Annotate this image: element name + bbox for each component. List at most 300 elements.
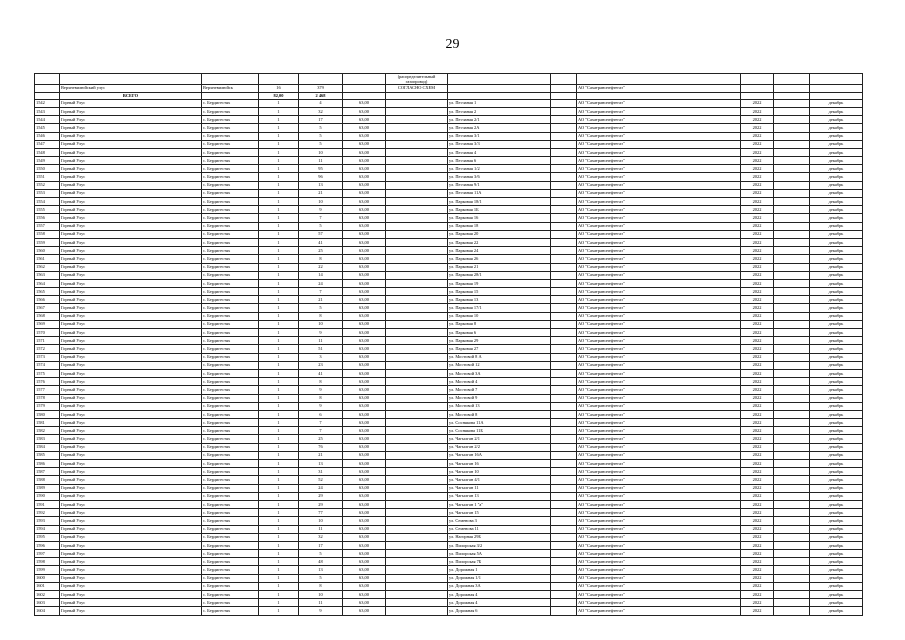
empty-cell	[551, 107, 577, 115]
empty-cell	[774, 116, 810, 124]
district-cell: Горный Улус	[60, 157, 202, 165]
address-cell: ул. Чагылган 16	[448, 460, 551, 468]
address-cell: ул. Соснякова 11Б	[448, 427, 551, 435]
district-cell: Горный Улус	[60, 509, 202, 517]
empty-cell	[551, 353, 577, 361]
empty-cell	[386, 582, 448, 590]
organization-cell: АО "Сахатранснефтегаз"	[577, 435, 741, 443]
empty-cell	[551, 337, 577, 345]
count-cell: 1	[259, 271, 299, 279]
length-cell: 7	[299, 288, 343, 296]
table-row	[35, 443, 863, 451]
count-cell: 1	[259, 460, 299, 468]
count-cell: 1	[259, 419, 299, 427]
empty-cell	[386, 337, 448, 345]
empty-cell	[386, 345, 448, 353]
year-cell: 2022	[741, 148, 774, 156]
empty-cell	[386, 378, 448, 386]
district-cell: Горный Улус	[60, 435, 202, 443]
diameter-cell: 63,00	[343, 206, 386, 214]
district-cell: Горный Улус	[60, 574, 202, 582]
empty-cell	[386, 132, 448, 140]
empty-cell	[774, 410, 810, 418]
year-cell: 2022	[741, 271, 774, 279]
empty-cell	[774, 492, 810, 500]
village-cell: с. Бердигестях	[202, 582, 259, 590]
month-cell: декабрь	[810, 591, 863, 599]
address-cell: ул. Мостовой 7	[448, 386, 551, 394]
month-cell: декабрь	[810, 132, 863, 140]
empty-cell	[774, 296, 810, 304]
month-cell: декабрь	[810, 410, 863, 418]
count-cell: 1	[259, 378, 299, 386]
diameter-cell: 63,00	[343, 238, 386, 246]
row-number-cell: 1590	[35, 492, 60, 500]
length-cell: 11	[299, 157, 343, 165]
empty-cell	[386, 238, 448, 246]
empty-cell	[774, 181, 810, 189]
table-row	[35, 99, 863, 107]
row-number-cell: 1602	[35, 591, 60, 599]
empty-cell	[551, 132, 577, 140]
organization-cell: АО "Сахатранснефтегаз"	[577, 591, 741, 599]
empty-cell	[551, 574, 577, 582]
row-number-cell: 1581	[35, 419, 60, 427]
village-cell: с. Бердигестях	[202, 500, 259, 508]
length-cell: 24	[299, 279, 343, 287]
district-cell: Горный Улус	[60, 369, 202, 377]
village-cell: с. Бердигестях	[202, 230, 259, 238]
district-cell: Горный Улус	[60, 124, 202, 132]
row-number-cell: 1554	[35, 198, 60, 206]
count-cell: 1	[259, 288, 299, 296]
diameter-cell: 63,00	[343, 591, 386, 599]
diameter-cell: 63,00	[343, 157, 386, 165]
empty-cell	[386, 410, 448, 418]
empty-cell	[386, 591, 448, 599]
year-cell: 2022	[741, 255, 774, 263]
organization-cell: АО "Сахатранснефтегаз"	[577, 288, 741, 296]
district-cell: Горный Улус	[60, 263, 202, 271]
diameter-cell: 63,00	[343, 451, 386, 459]
empty-cell	[551, 148, 577, 156]
year-cell: 2022	[741, 304, 774, 312]
village-cell: с. Бердигестях	[202, 304, 259, 312]
year-cell: 2022	[741, 320, 774, 328]
empty-cell	[551, 279, 577, 287]
table-row	[35, 148, 863, 156]
village-cell: с. Бердигестях	[202, 378, 259, 386]
month-cell: декабрь	[810, 484, 863, 492]
empty-cell	[774, 550, 810, 558]
organization-cell: АО "Сахатранснефтегаз"	[577, 214, 741, 222]
month-cell: декабрь	[810, 394, 863, 402]
empty-cell	[386, 443, 448, 451]
month-cell: декабрь	[810, 550, 863, 558]
organization-cell: АО "Сахатранснефтегаз"	[577, 410, 741, 418]
empty-cell	[551, 402, 577, 410]
diameter-cell: 63,00	[343, 107, 386, 115]
village-cell: с. Бердигестях	[202, 99, 259, 107]
village-cell: с. Бердигестях	[202, 402, 259, 410]
count-cell: 1	[259, 582, 299, 590]
district-cell: Горный Улус	[60, 353, 202, 361]
village-cell: с. Бердигестях	[202, 353, 259, 361]
district-cell: Горный Улус	[60, 173, 202, 181]
village-cell: с. Бердигестях	[202, 460, 259, 468]
district-cell: Горный Улус	[60, 165, 202, 173]
empty-cell	[551, 533, 577, 541]
row-number-cell: 1603	[35, 599, 60, 607]
diameter-cell: 63,00	[343, 599, 386, 607]
table-row	[35, 181, 863, 189]
length-cell: 6	[299, 410, 343, 418]
row-number-cell: 1566	[35, 296, 60, 304]
organization-cell: АО "Сахатранснефтегаз"	[577, 361, 741, 369]
empty-cell	[386, 451, 448, 459]
empty-cell	[551, 271, 577, 279]
organization-cell: АО "Сахатранснефтегаз"	[577, 541, 741, 549]
empty-cell	[774, 124, 810, 132]
table-row	[35, 419, 863, 427]
village-cell: с. Бердигестях	[202, 607, 259, 615]
length-cell: 29	[299, 492, 343, 500]
district-cell: Горный Улус	[60, 525, 202, 533]
organization-cell: АО "Сахатранснефтегаз"	[577, 533, 741, 541]
village-cell: с. Бердигестях	[202, 541, 259, 549]
organization-cell: АО "Сахатранснефтегаз"	[577, 558, 741, 566]
table-row	[35, 402, 863, 410]
count-cell: 1	[259, 361, 299, 369]
table-row	[35, 320, 863, 328]
empty-cell	[551, 296, 577, 304]
address-cell: ул. Парковая 21	[448, 263, 551, 271]
month-cell: декабрь	[810, 402, 863, 410]
empty-cell	[386, 419, 448, 427]
table-row	[35, 599, 863, 607]
empty-cell	[774, 509, 810, 517]
empty-cell	[386, 460, 448, 468]
table-row	[35, 582, 863, 590]
length-cell: 5	[299, 124, 343, 132]
address-cell: ул. Чагылган 11	[448, 484, 551, 492]
length-cell: 25	[299, 435, 343, 443]
address-cell: ул. Дорожная 4	[448, 599, 551, 607]
address-cell: ул. Пилорская 5А	[448, 550, 551, 558]
empty-cell	[551, 214, 577, 222]
village-cell: с. Бердигестях	[202, 296, 259, 304]
row-number-cell: 1544	[35, 116, 60, 124]
district-cell: Горный Улус	[60, 304, 202, 312]
empty-cell	[551, 517, 577, 525]
village-cell: с. Бердигестях	[202, 132, 259, 140]
month-cell: декабрь	[810, 107, 863, 115]
table-row	[35, 468, 863, 476]
empty-cell	[551, 500, 577, 508]
address-cell: ул. Чагылган 15	[448, 509, 551, 517]
empty-cell	[551, 599, 577, 607]
month-cell: декабрь	[810, 173, 863, 181]
organization-cell: АО "Сахатранснефтегаз"	[577, 550, 741, 558]
table-row	[35, 329, 863, 337]
length-cell: 8	[299, 312, 343, 320]
empty-cell	[551, 369, 577, 377]
month-cell: декабрь	[810, 427, 863, 435]
district-cell: Горный Улус	[60, 99, 202, 107]
empty-cell	[386, 165, 448, 173]
address-cell: ул. Песчаная 1/2	[448, 165, 551, 173]
year-cell: 2022	[741, 181, 774, 189]
village-cell: с. Бердигестях	[202, 189, 259, 197]
district-cell: Горный Улус	[60, 206, 202, 214]
length-cell: 11	[299, 337, 343, 345]
count-cell: 1	[259, 468, 299, 476]
organization-cell: АО "Сахатранснефтегаз"	[577, 500, 741, 508]
empty-cell	[774, 361, 810, 369]
empty-cell	[551, 140, 577, 148]
year-cell: 2022	[741, 238, 774, 246]
row-number-cell: 1550	[35, 165, 60, 173]
row-number-cell: 1596	[35, 541, 60, 549]
village-cell: с. Бердигестях	[202, 279, 259, 287]
diameter-cell: 63,00	[343, 361, 386, 369]
month-cell: декабрь	[810, 222, 863, 230]
organization-cell: АО "Сахатранснефтегаз"	[577, 517, 741, 525]
table-row	[35, 304, 863, 312]
month-cell: декабрь	[810, 148, 863, 156]
length-cell: 8	[299, 394, 343, 402]
year-cell: 2022	[741, 206, 774, 214]
row-number-cell: 1584	[35, 443, 60, 451]
row-number-cell: 1601	[35, 582, 60, 590]
table-row	[35, 198, 863, 206]
month-cell: декабрь	[810, 492, 863, 500]
district-cell: Горный Улус	[60, 230, 202, 238]
organization-cell: АО "Сахатранснефтегаз"	[577, 279, 741, 287]
empty-cell	[386, 222, 448, 230]
length-cell: 5	[299, 304, 343, 312]
length-cell: 13	[299, 566, 343, 574]
empty-cell	[551, 304, 577, 312]
empty-cell	[551, 320, 577, 328]
length-cell: 5	[299, 140, 343, 148]
district-cell: Горный Улус	[60, 599, 202, 607]
length-cell: 8	[299, 378, 343, 386]
address-cell: ул. Нагорная 29Б	[448, 533, 551, 541]
table-row	[35, 353, 863, 361]
diameter-cell: 63,00	[343, 345, 386, 353]
district-cell: Горный Улус	[60, 460, 202, 468]
empty-cell	[774, 353, 810, 361]
length-cell: 48	[299, 558, 343, 566]
header-length: 379	[299, 85, 343, 93]
empty-cell	[551, 582, 577, 590]
empty-cell	[551, 484, 577, 492]
length-cell: 77	[299, 509, 343, 517]
diameter-cell: 63,00	[343, 492, 386, 500]
village-cell: с. Бердигестях	[202, 369, 259, 377]
address-cell: ул. Дорожная 4	[448, 591, 551, 599]
empty-cell	[551, 206, 577, 214]
row-number-cell: 1576	[35, 378, 60, 386]
district-cell: Горный Улус	[60, 378, 202, 386]
row-number-cell: 1588	[35, 476, 60, 484]
month-cell: декабрь	[810, 238, 863, 246]
length-cell: 57	[299, 230, 343, 238]
address-cell: ул. Парковая 29	[448, 337, 551, 345]
empty-cell	[551, 238, 577, 246]
organization-cell: АО "Сахатранснефтегаз"	[577, 222, 741, 230]
diameter-cell: 63,00	[343, 566, 386, 574]
empty-cell	[774, 247, 810, 255]
empty-cell	[774, 222, 810, 230]
empty-cell	[386, 124, 448, 132]
address-cell: ул. Мостовой 3А	[448, 369, 551, 377]
year-cell: 2022	[741, 566, 774, 574]
empty-cell	[774, 525, 810, 533]
empty-cell	[386, 230, 448, 238]
organization-cell: АО "Сахатранснефтегаз"	[577, 337, 741, 345]
count-cell: 1	[259, 509, 299, 517]
address-cell: ул. Парковая 10	[448, 312, 551, 320]
empty-cell	[774, 468, 810, 476]
address-cell: ул. Парковая 22	[448, 238, 551, 246]
length-cell: 10	[299, 148, 343, 156]
empty-cell	[774, 157, 810, 165]
count-cell: 1	[259, 312, 299, 320]
diameter-cell: 63,00	[343, 443, 386, 451]
address-cell: ул. Песчаная 3/6	[448, 173, 551, 181]
length-cell: 41	[299, 369, 343, 377]
table-row	[35, 492, 863, 500]
count-cell: 1	[259, 533, 299, 541]
empty-cell	[386, 214, 448, 222]
month-cell: декабрь	[810, 304, 863, 312]
village-cell: с. Бердигестях	[202, 427, 259, 435]
month-cell: декабрь	[810, 468, 863, 476]
count-cell: 1	[259, 591, 299, 599]
address-cell: ул. Песчаная 4	[448, 148, 551, 156]
empty-cell	[774, 484, 810, 492]
row-number-cell: 1545	[35, 124, 60, 132]
address-cell: ул. Песчаная 6	[448, 157, 551, 165]
row-number-cell: 1592	[35, 509, 60, 517]
village-cell: с. Бердигестях	[202, 451, 259, 459]
table-row	[35, 238, 863, 246]
table-row	[35, 116, 863, 124]
month-cell: декабрь	[810, 255, 863, 263]
row-number-cell: 1560	[35, 247, 60, 255]
village-cell: с. Бердигестях	[202, 386, 259, 394]
village-cell: с. Бердигестях	[202, 599, 259, 607]
empty-cell	[386, 353, 448, 361]
address-cell: ул. Мостовой 12	[448, 361, 551, 369]
table-row	[35, 247, 863, 255]
organization-cell: АО "Сахатранснефтегаз"	[577, 574, 741, 582]
empty-cell	[551, 116, 577, 124]
empty-cell	[386, 607, 448, 615]
village-cell: с. Бердигестях	[202, 116, 259, 124]
address-cell: ул. Парковая 19	[448, 279, 551, 287]
header-count: 16	[259, 85, 299, 93]
address-cell: ул. Песчаная 2/1	[448, 116, 551, 124]
empty-cell	[774, 312, 810, 320]
month-cell: декабрь	[810, 525, 863, 533]
organization-cell: АО "Сахатранснефтегаз"	[577, 353, 741, 361]
count-cell: 1	[259, 525, 299, 533]
empty-cell	[551, 361, 577, 369]
month-cell: декабрь	[810, 99, 863, 107]
village-cell: с. Бердигестях	[202, 591, 259, 599]
district-cell: Горный Улус	[60, 140, 202, 148]
table-row	[35, 484, 863, 492]
month-cell: декабрь	[810, 607, 863, 615]
district-cell: Горный Улус	[60, 500, 202, 508]
row-number-cell: 1557	[35, 222, 60, 230]
empty-cell	[774, 263, 810, 271]
month-cell: декабрь	[810, 165, 863, 173]
month-cell: декабрь	[810, 345, 863, 353]
table-row	[35, 263, 863, 271]
diameter-cell: 63,00	[343, 116, 386, 124]
diameter-cell: 63,00	[343, 541, 386, 549]
header-row	[35, 85, 863, 93]
count-cell: 1	[259, 476, 299, 484]
village-cell: с. Бердигестях	[202, 124, 259, 132]
empty-cell	[386, 558, 448, 566]
empty-cell	[386, 394, 448, 402]
diameter-cell: 63,00	[343, 181, 386, 189]
month-cell: декабрь	[810, 279, 863, 287]
village-cell: с. Бердигестях	[202, 509, 259, 517]
address-cell: ул. Песчаная 9/1	[448, 181, 551, 189]
empty-cell	[774, 165, 810, 173]
organization-cell: АО "Сахатранснефтегаз"	[577, 566, 741, 574]
table-row	[35, 591, 863, 599]
count-cell: 1	[259, 353, 299, 361]
empty-cell	[774, 329, 810, 337]
address-cell: ул. Чагылган 10	[448, 468, 551, 476]
count-cell: 1	[259, 173, 299, 181]
empty-cell	[774, 198, 810, 206]
empty-cell	[386, 566, 448, 574]
district-cell: Горный Улус	[60, 288, 202, 296]
diameter-cell: 63,00	[343, 337, 386, 345]
empty-cell	[774, 558, 810, 566]
organization-cell: АО "Сахатранснефтегаз"	[577, 271, 741, 279]
table-row	[35, 222, 863, 230]
empty-cell	[551, 255, 577, 263]
diameter-cell: 63,00	[343, 255, 386, 263]
village-cell: с. Бердигестях	[202, 558, 259, 566]
empty-cell	[386, 541, 448, 549]
diameter-cell: 63,00	[343, 509, 386, 517]
organization-cell: АО "Сахатранснефтегаз"	[577, 165, 741, 173]
header-note-row	[35, 74, 863, 85]
count-cell: 1	[259, 238, 299, 246]
district-cell: Горный Улус	[60, 402, 202, 410]
count-cell: 1	[259, 410, 299, 418]
length-cell: 9	[299, 206, 343, 214]
empty-cell	[551, 509, 577, 517]
village-cell: с. Бердигестях	[202, 517, 259, 525]
year-cell: 2022	[741, 525, 774, 533]
length-cell: 10	[299, 320, 343, 328]
row-number-cell: 1565	[35, 288, 60, 296]
diameter-cell: 63,00	[343, 525, 386, 533]
village-cell: с. Бердигестях	[202, 484, 259, 492]
empty-cell	[386, 599, 448, 607]
